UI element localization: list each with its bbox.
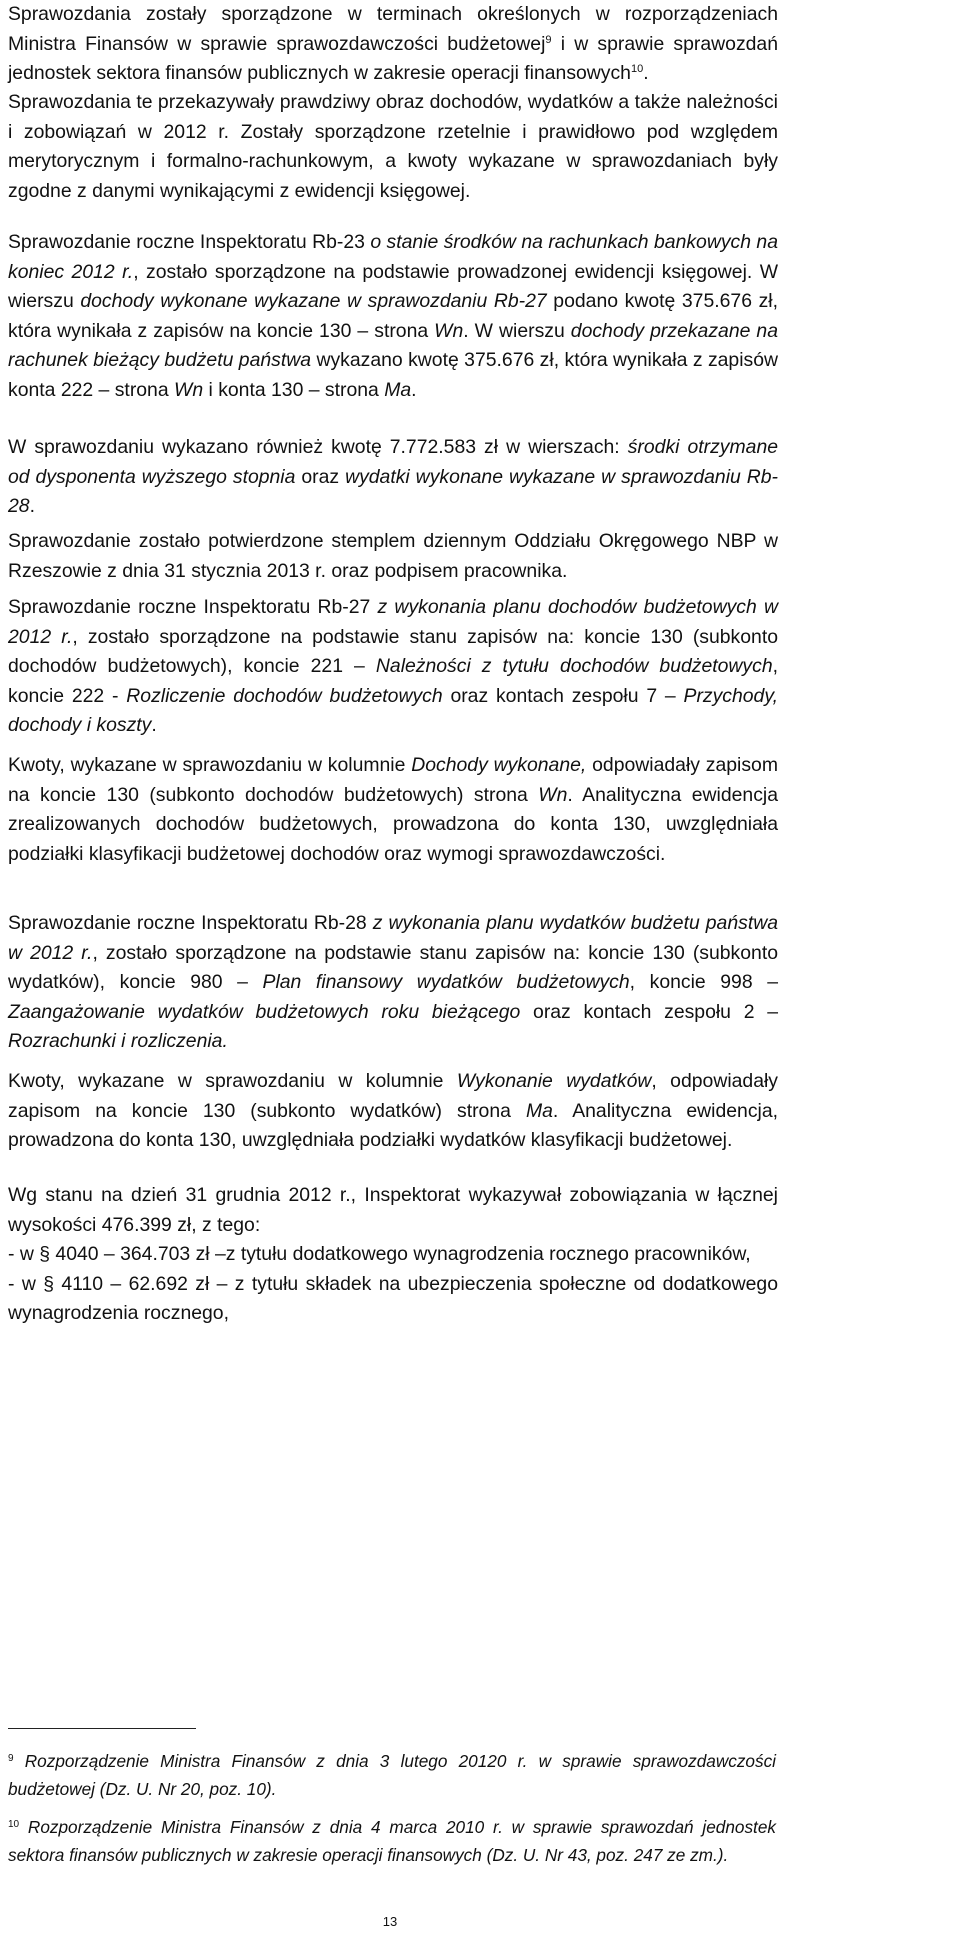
text-run: . W wierszu <box>463 319 571 342</box>
text-run: Sprawozdania zostały sporządzone w terminach określonych w rozporządzeniach Ministra Finansów w sprawie sprawozdawczości budżetowej <box>8 3 778 55</box>
liabilities-intro: Wg stanu na dzień 31 grudnia 2012 r., Inspektorat wykazywał zobowiązania w łącznej wysokości 476.399 zł, z tego: <box>8 1184 778 1236</box>
text-run: . <box>411 378 417 401</box>
italic-run: Rozliczenie dochodów budżetowych <box>126 684 443 707</box>
paragraph-liabilities <box>8 1181 778 1329</box>
text-run: , zostało sporządzone na podstawie stanu zapisów na: koncie 130 (subkonto dochodów budżetowych), koncie 221 – <box>8 625 778 677</box>
text-run: oraz <box>295 465 346 488</box>
footnote-9 <box>8 1747 776 1803</box>
page-number: 13 <box>382 1914 398 1929</box>
italic-run: dochody przekazane na rachunek bieżący budżetu państwa <box>8 319 778 371</box>
paragraph-rb27-report <box>8 593 778 741</box>
italic-run: Wn <box>174 378 204 401</box>
italic-run: Wn <box>538 783 568 806</box>
text-run: Kwoty, wykazane w sprawozdaniu w kolumnie <box>8 1070 457 1092</box>
italic-run: z wykonania planu wydatków budżetu państwa w 2012 r. <box>8 912 778 964</box>
text-run: . Analityczna ewidencja zrealizowanych dochodów budżetowych, prowadzona do konta 130, uwzględniała podziałki klasyfikacji budżetowej dochodów oraz wymogi sprawozdawczości. <box>8 783 778 865</box>
italic-run: wydatki wykonane wykazane w sprawozdaniu Rb-28 <box>8 465 778 517</box>
text-run: . Analityczna ewidencja, prowadzona do konta 130, uwzględniała podziałki wydatków klasyfikacji budżetowej. <box>8 1099 779 1151</box>
paragraph-reporting-deadlines <box>8 0 778 89</box>
footnote-ref-10[interactable]: 10 <box>630 63 644 75</box>
text-run: i w sprawie sprawozdań jednostek sektora finansów publicznych w zakresie operacji finansowych <box>8 32 778 84</box>
italic-run: środki otrzymane od dysponenta wyższego stopnia <box>8 436 779 488</box>
italic-run: Dochody wykonane, <box>411 754 587 776</box>
text-run: odpowiadały zapisom na koncie 130 (subkonto dochodów budżetowych) strona <box>8 754 778 806</box>
liability-item-4110: - w § 4110 – 62.692 zł – z tytułu składek na ubezpieczenia społeczne od dodatkowego wynagrodzenia rocznego, <box>8 1272 778 1324</box>
italic-run: Ma <box>384 378 412 401</box>
italic-run: dochody wykonane wykazane w sprawozdaniu Rb-27 <box>80 290 547 312</box>
text-run: i konta 130 – strona <box>203 378 385 401</box>
text-run: , zostało sporządzone na podstawie stanu zapisów na: koncie 130 (subkonto wydatków), koncie 980 – <box>8 941 778 993</box>
text-run: Sprawozdanie roczne Inspektoratu Rb-28 <box>8 912 373 934</box>
italic-run: Ma <box>525 1099 553 1122</box>
paragraph-rb28-amounts <box>8 1067 778 1156</box>
footnote-10 <box>8 1813 776 1869</box>
paragraph-true-picture: Sprawozdania te przekazywały prawdziwy obraz dochodów, wydatków a także należności i zobowiązań w 2012 r. Zostały sporządzone rzetelnie i prawidłowo pod względem merytorycznym i formalno-rachunkowym, a kwoty wykazane w sprawozdaniach były zgodne z danymi wynikającymi z ewidencji księgowej. <box>8 91 778 202</box>
paragraph-rb27-amounts <box>8 751 778 869</box>
text-run: , zostało sporządzone na podstawie prowadzonej ewidencji księgowej. W wierszu <box>8 260 779 312</box>
italic-run: Wykonanie wydatków <box>456 1070 652 1092</box>
footnote-number: 9 <box>8 1753 14 1764</box>
paragraph-rb23-report <box>8 228 778 405</box>
italic-run: Zaangażowanie wydatków budżetowych roku bieżącego <box>8 1000 521 1023</box>
footnote-number: 10 <box>8 1819 20 1830</box>
text-run: , odpowiadały zapisom na koncie 130 (subkonto wydatków) strona <box>8 1070 778 1122</box>
text-run: , koncie 222 - <box>8 655 778 707</box>
text-run: , koncie 998 – <box>629 971 778 993</box>
footnote-separator <box>8 1728 196 1729</box>
text-run: . <box>29 495 35 517</box>
text-run: . <box>643 62 649 84</box>
footnote-text: Rozporządzenie Ministra Finansów z dnia 4 marca 2010 r. w sprawie sprawozdań jednostek sektora finansów publicznych w zakresie operacji finansowych (Dz. U. Nr 43, poz. 247 ze zm.). <box>8 1817 776 1865</box>
italic-run: z wykonania planu dochodów budżetowych w 2012 r. <box>8 596 778 648</box>
text-run: oraz kontach zespołu 7 – <box>442 684 684 707</box>
italic-run: Plan finansowy wydatków budżetowych <box>262 971 630 993</box>
text-run: . <box>151 714 157 736</box>
italic-run: Przychody, dochody i koszty <box>8 684 778 736</box>
italic-run: Należności z tytułu dochodów budżetowych <box>375 655 773 677</box>
footnote-text: Rozporządzenie Ministra Finansów z dnia 3 lutego 20120 r. w sprawie sprawozdawczości budżetowej (Dz. U. Nr 20, poz. 10). <box>8 1751 776 1799</box>
text-run: podano kwotę 375.676 zł, która wynikała z zapisów na koncie 130 – strona <box>8 290 778 342</box>
text-run: Kwoty, wykazane w sprawozdaniu w kolumnie <box>8 754 412 776</box>
paragraph-rb23-amount <box>8 433 778 522</box>
text-run: oraz kontach zespołu 2 – <box>520 1000 778 1023</box>
text-run: wykazano kwotę 375.676 zł, która wynikała z zapisów konta 222 – strona <box>8 349 778 401</box>
italic-run: Rozrachunki i rozliczenia. <box>8 1030 228 1052</box>
text-run: Sprawozdanie roczne Inspektoratu Rb-27 <box>8 596 378 618</box>
paragraph-rb28-report <box>8 909 778 1057</box>
italic-run: o stanie środków na rachunkach bankowych na koniec 2012 r. <box>8 231 779 283</box>
liability-item-4040: - w § 4040 – 364.703 zł –z tytułu dodatkowego wynagrodzenia rocznego pracowników, <box>8 1243 751 1265</box>
footnote-ref-9[interactable]: 9 <box>545 33 552 46</box>
text-run: Sprawozdanie roczne Inspektoratu Rb-23 <box>8 231 371 253</box>
italic-run: Wn <box>434 319 464 342</box>
text-run: W sprawozdaniu wykazano również kwotę 7.772.583 zł w wierszach: <box>8 436 628 458</box>
paragraph-nbp-stamp: Sprawozdanie zostało potwierdzone stemplem dziennym Oddziału Okręgowego NBP w Rzeszowie z dnia 31 stycznia 2013 r. oraz podpisem pracownika. <box>8 530 778 582</box>
